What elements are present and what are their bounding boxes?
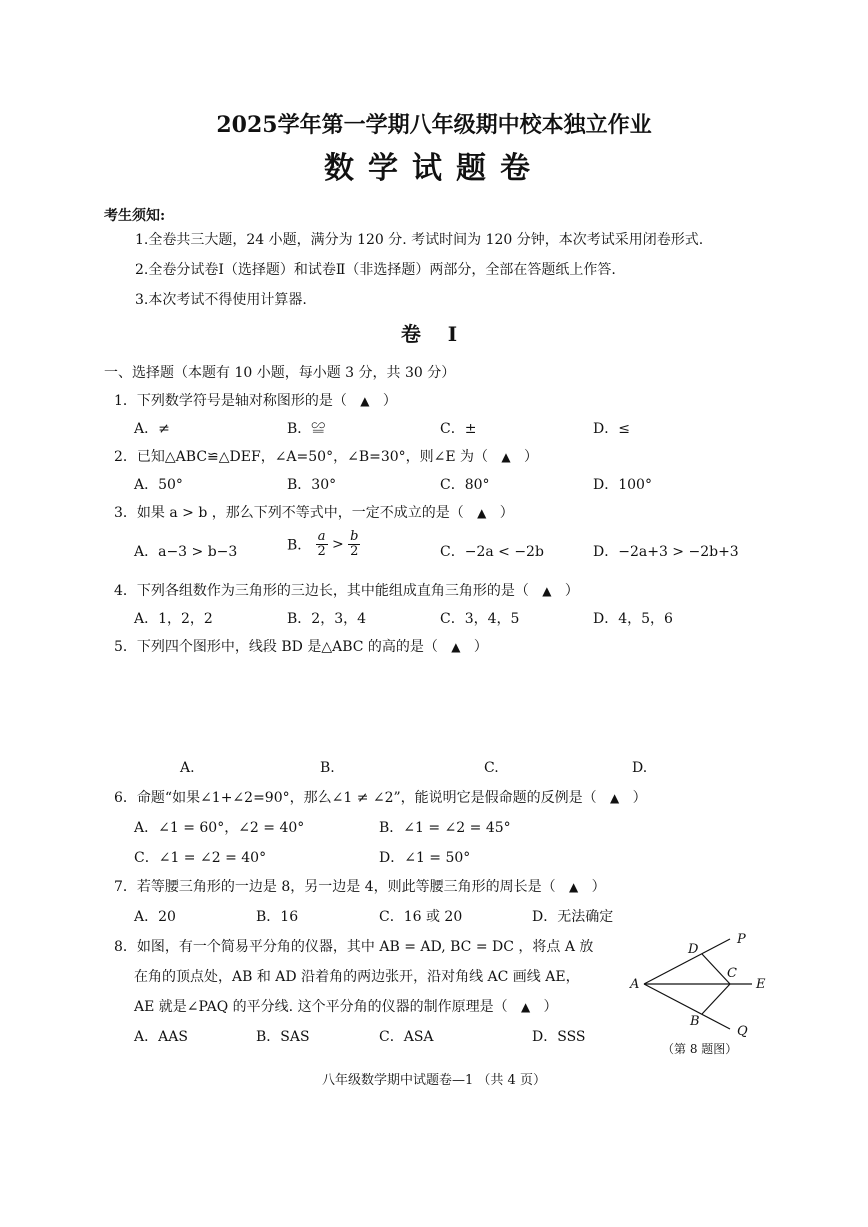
section-title: 卷 Ⅰ [400, 322, 468, 346]
q3-option-d: D．−2a+3 > −2b+3 [593, 544, 739, 560]
line-bc [702, 984, 730, 1014]
label-d: D [688, 942, 699, 957]
question-8-line-2: 在角的顶点处，AB 和 AD 沿着角的两边张开，沿对角线 AC 画线 AE， [134, 969, 580, 985]
q7-option-b: B．16 [256, 909, 299, 925]
question-5-stem: 5．下列四个图形中，线段 BD 是△ABC 的高的是（ [114, 639, 438, 655]
notice-item-2: 2.全卷分试卷Ⅰ（选择题）和试卷Ⅱ（非选择题）两部分，全部在答题纸上作答. [135, 262, 616, 278]
question-7-stem: 7．若等腰三角形的一边是 8，另一边是 4，则此等腰三角形的周长是（ [114, 879, 556, 895]
q1-option-c: C．± [440, 421, 477, 437]
q3-fraction-a-over-2 [316, 530, 328, 559]
q6-option-a: A．∠1 = 60°，∠2 = 40° [134, 820, 305, 836]
q4-option-c: C．3，4，5 [440, 611, 520, 627]
question-4-stem: 4．下列各组数作为三角形的三边长，其中能组成直角三角形的是（ [114, 583, 529, 599]
q4-option-d: D．4，5，6 [593, 611, 673, 627]
q3-option-c: C．−2a < −2b [440, 544, 544, 560]
q8-option-b: B．SAS [256, 1029, 310, 1045]
q5-option-c: C. [484, 760, 499, 776]
question-5 [114, 636, 488, 656]
fraction-denominator: 2 [350, 544, 359, 559]
question-6-stem: 6．命题“如果∠1+∠2=90°，那么∠1 ≠ ∠2”，能说明它是假命题的反例是（ [114, 790, 597, 806]
answer-mark: ▲ [610, 791, 620, 805]
question-6-close: ） [632, 790, 647, 806]
answer-mark: ▲ [520, 1000, 531, 1014]
figure-caption: （第 8 题图） [662, 1042, 738, 1056]
exam-header-line1: 2025学年第一学期八年级期中校本独立作业 [216, 112, 652, 138]
fraction-numerator: b [350, 529, 359, 544]
question-3-close: ） [499, 505, 514, 521]
q3-greater-than: > [331, 536, 344, 553]
q3-option-b-label: B． [287, 537, 312, 554]
section-heading: 一、选择题（本题有 10 小题，每小题 3 分，共 30 分） [104, 365, 456, 381]
q6-option-c: C．∠1 = ∠2 = 40° [134, 850, 267, 866]
notice-title: 考生须知: [104, 208, 166, 224]
line-aq [644, 984, 730, 1029]
q8-option-a: A．AAS [134, 1029, 188, 1045]
question-1-stem: 1．下列数学符号是轴对称图形的是（ [114, 393, 347, 409]
q4-option-b: B．2，3，4 [287, 611, 367, 627]
question-3 [114, 502, 514, 522]
question-3-stem: 3．如果 a > b ，那么下列不等式中，一定不成立的是（ [114, 505, 464, 521]
q2-option-c: C．80° [440, 477, 490, 493]
question-8-line-3 [134, 996, 558, 1016]
question-8-close: ） [543, 999, 558, 1015]
q8-option-d: D．SSS [532, 1029, 586, 1045]
answer-mark: ▲ [451, 640, 461, 654]
question-8-stem: AE 就是∠PAQ 的平分线. 这个平分角的仪器的制作原理是（ [134, 999, 508, 1015]
line-dc [702, 954, 730, 984]
question-4-close: ） [564, 583, 579, 599]
answer-mark: ▲ [501, 450, 511, 464]
q2-option-b: B．30° [287, 477, 337, 493]
answer-mark: ▲ [360, 394, 370, 408]
question-5-close: ） [473, 639, 488, 655]
label-q: Q [737, 1024, 748, 1039]
question-6 [114, 787, 647, 807]
q6-option-b: B．∠1 = ∠2 = 45° [379, 820, 511, 836]
q1-option-b: B．≌ [287, 421, 326, 437]
answer-mark: ▲ [568, 880, 579, 894]
q2-option-d: D．100° [593, 477, 652, 493]
q7-option-c: C．16 或 20 [379, 909, 463, 925]
question-2 [114, 446, 538, 466]
answer-mark: ▲ [477, 506, 487, 520]
q5-option-b: B. [320, 760, 335, 776]
q2-option-a: A．50° [134, 477, 183, 493]
notice-item-1: 1.全卷共三大题，24 小题，满分为 120 分. 考试时间为 120 分钟，本次考试采用闭卷形式. [135, 232, 704, 248]
question-8-line-1: 8．如图，有一个简易平分角的仪器，其中 AB = AD, BC = DC ，将点 A 放 [114, 939, 594, 955]
question-7 [114, 876, 606, 896]
question-2-stem: 2．已知△ABC≌△DEF，∠A=50°，∠B=30°，则∠E 为（ [114, 449, 489, 465]
q1-option-d: D．≤ [593, 421, 630, 437]
fraction-numerator: a [317, 529, 326, 544]
page-footer: 八年级数学期中试题卷—1 （共 4 页） [322, 1073, 546, 1088]
label-e: E [756, 977, 766, 992]
q1-option-a: A．≠ [134, 421, 170, 437]
question-1-close: ） [382, 393, 397, 409]
q6-option-d: D．∠1 = 50° [379, 850, 471, 866]
q3-option-a: A．a−3 > b−3 [134, 544, 238, 560]
q5-option-a: A. [180, 760, 195, 776]
notice-item-3: 3.本次考试不得使用计算器. [135, 292, 307, 308]
question-7-close: ） [591, 879, 606, 895]
q8-figure [620, 925, 780, 1060]
q5-option-d: D. [632, 760, 648, 776]
q8-option-c: C．ASA [379, 1029, 434, 1045]
question-1 [114, 390, 397, 410]
question-4 [114, 580, 579, 600]
q7-option-d: D．无法确定 [532, 909, 614, 925]
label-a: A [630, 977, 640, 992]
q3-fraction-b-over-2 [348, 530, 360, 559]
label-c: C [727, 966, 737, 981]
q7-option-a: A．20 [134, 909, 176, 925]
question-2-close: ） [524, 449, 539, 465]
label-b: B [690, 1014, 700, 1029]
q4-option-a: A．1，2，2 [134, 611, 213, 627]
exam-title: 数学试题卷 [324, 151, 544, 186]
answer-mark: ▲ [542, 584, 552, 598]
label-p: P [737, 932, 746, 947]
line-ap [644, 939, 730, 984]
q3-option-b [287, 530, 360, 559]
fraction-denominator: 2 [317, 544, 326, 559]
